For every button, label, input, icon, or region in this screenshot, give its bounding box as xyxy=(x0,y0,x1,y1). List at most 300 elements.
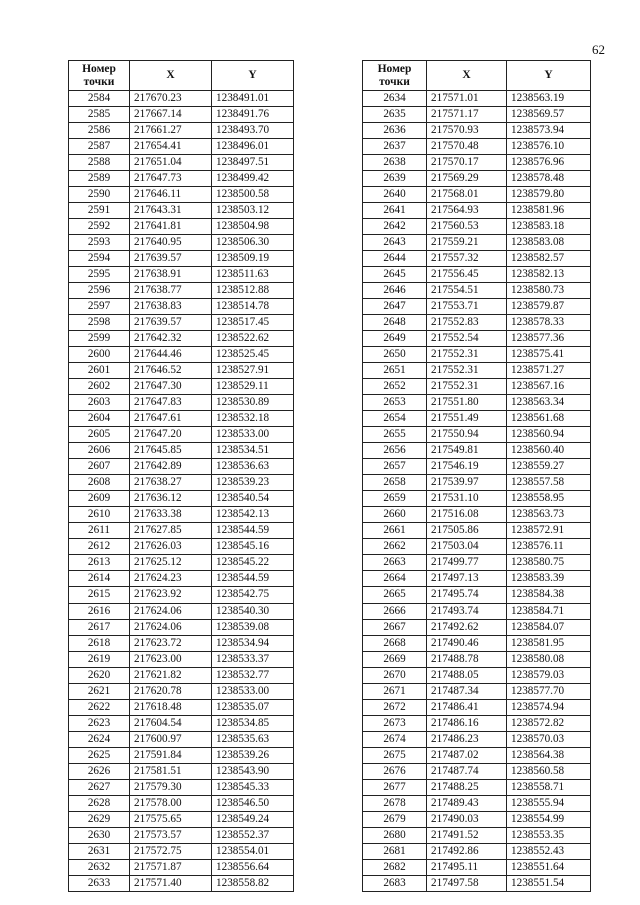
y-coordinate-cell: 1238579.80 xyxy=(507,187,591,203)
x-coordinate-cell: 217623.00 xyxy=(130,651,212,667)
x-coordinate-cell: 217488.05 xyxy=(427,667,507,683)
point-number-cell: 2655 xyxy=(363,427,427,443)
y-coordinate-cell: 1238500.58 xyxy=(212,187,294,203)
x-coordinate-cell: 217497.13 xyxy=(427,571,507,587)
table-row xyxy=(363,731,591,747)
x-coordinate-cell: 217642.32 xyxy=(130,331,212,347)
x-coordinate-cell: 217495.11 xyxy=(427,859,507,875)
header-point-number: Номер точки xyxy=(363,61,427,91)
table-row xyxy=(363,155,591,171)
y-coordinate-cell: 1238556.64 xyxy=(212,859,294,875)
point-number-cell: 2594 xyxy=(69,251,130,267)
y-coordinate-cell: 1238572.91 xyxy=(507,523,591,539)
x-coordinate-cell: 217578.00 xyxy=(130,795,212,811)
point-number-cell: 2621 xyxy=(69,683,130,699)
point-number-cell: 2683 xyxy=(363,875,427,891)
table-row xyxy=(69,363,294,379)
y-coordinate-cell: 1238532.18 xyxy=(212,411,294,427)
x-coordinate-cell: 217621.82 xyxy=(130,667,212,683)
table-row xyxy=(69,235,294,251)
point-number-cell: 2680 xyxy=(363,827,427,843)
y-coordinate-cell: 1238560.40 xyxy=(507,443,591,459)
x-coordinate-cell: 217554.51 xyxy=(427,283,507,299)
table-row xyxy=(363,235,591,251)
table-row xyxy=(69,651,294,667)
y-coordinate-cell: 1238534.51 xyxy=(212,443,294,459)
x-coordinate-cell: 217639.57 xyxy=(130,315,212,331)
point-number-cell: 2647 xyxy=(363,299,427,315)
x-coordinate-cell: 217486.16 xyxy=(427,715,507,731)
y-coordinate-cell: 1238583.39 xyxy=(507,571,591,587)
point-number-cell: 2635 xyxy=(363,107,427,123)
y-coordinate-cell: 1238564.38 xyxy=(507,747,591,763)
point-number-cell: 2670 xyxy=(363,667,427,683)
point-number-cell: 2643 xyxy=(363,235,427,251)
point-number-cell: 2646 xyxy=(363,283,427,299)
coordinates-table-left xyxy=(68,60,294,892)
table-row xyxy=(363,379,591,395)
header-point-number: Номер точки xyxy=(69,61,130,91)
y-coordinate-cell: 1238554.01 xyxy=(212,843,294,859)
x-coordinate-cell: 217492.86 xyxy=(427,843,507,859)
y-coordinate-cell: 1238539.23 xyxy=(212,475,294,491)
y-coordinate-cell: 1238584.07 xyxy=(507,619,591,635)
y-coordinate-cell: 1238573.94 xyxy=(507,123,591,139)
table-row xyxy=(69,683,294,699)
table-row xyxy=(69,763,294,779)
point-number-cell: 2652 xyxy=(363,379,427,395)
y-coordinate-cell: 1238499.42 xyxy=(212,171,294,187)
table-row xyxy=(69,507,294,523)
point-number-cell: 2663 xyxy=(363,555,427,571)
x-coordinate-cell: 217550.94 xyxy=(427,427,507,443)
y-coordinate-cell: 1238560.94 xyxy=(507,427,591,443)
y-coordinate-cell: 1238511.63 xyxy=(212,267,294,283)
point-number-cell: 2662 xyxy=(363,539,427,555)
point-number-cell: 2602 xyxy=(69,379,130,395)
x-coordinate-cell: 217639.57 xyxy=(130,251,212,267)
point-number-cell: 2660 xyxy=(363,507,427,523)
x-coordinate-cell: 217643.31 xyxy=(130,203,212,219)
y-coordinate-cell: 1238496.01 xyxy=(212,139,294,155)
table-row xyxy=(69,539,294,555)
x-coordinate-cell: 217568.01 xyxy=(427,187,507,203)
table-row xyxy=(69,123,294,139)
table-row xyxy=(363,411,591,427)
point-number-cell: 2622 xyxy=(69,699,130,715)
table-row xyxy=(69,139,294,155)
y-coordinate-cell: 1238546.50 xyxy=(212,795,294,811)
y-coordinate-cell: 1238544.59 xyxy=(212,571,294,587)
x-coordinate-cell: 217552.31 xyxy=(427,363,507,379)
point-number-cell: 2681 xyxy=(363,843,427,859)
y-coordinate-cell: 1238584.71 xyxy=(507,603,591,619)
table-row xyxy=(363,651,591,667)
x-coordinate-cell: 217491.52 xyxy=(427,827,507,843)
table-row xyxy=(69,203,294,219)
y-coordinate-cell: 1238576.96 xyxy=(507,155,591,171)
y-coordinate-cell: 1238578.48 xyxy=(507,171,591,187)
header-x: X xyxy=(427,61,507,91)
table-row xyxy=(363,459,591,475)
x-coordinate-cell: 217623.72 xyxy=(130,635,212,651)
point-number-cell: 2654 xyxy=(363,411,427,427)
y-coordinate-cell: 1238540.54 xyxy=(212,491,294,507)
point-number-cell: 2592 xyxy=(69,219,130,235)
y-coordinate-cell: 1238491.01 xyxy=(212,91,294,107)
x-coordinate-cell: 217571.87 xyxy=(130,859,212,875)
point-number-cell: 2605 xyxy=(69,427,130,443)
y-coordinate-cell: 1238535.63 xyxy=(212,731,294,747)
table-row xyxy=(69,475,294,491)
x-coordinate-cell: 217626.03 xyxy=(130,539,212,555)
point-number-cell: 2586 xyxy=(69,123,130,139)
y-coordinate-cell: 1238579.87 xyxy=(507,299,591,315)
table-row xyxy=(69,491,294,507)
point-number-cell: 2665 xyxy=(363,587,427,603)
point-number-cell: 2625 xyxy=(69,747,130,763)
point-number-cell: 2624 xyxy=(69,731,130,747)
x-coordinate-cell: 217642.89 xyxy=(130,459,212,475)
table-row xyxy=(363,507,591,523)
y-coordinate-cell: 1238539.08 xyxy=(212,619,294,635)
x-coordinate-cell: 217552.83 xyxy=(427,315,507,331)
x-coordinate-cell: 217487.34 xyxy=(427,683,507,699)
y-coordinate-cell: 1238569.57 xyxy=(507,107,591,123)
x-coordinate-cell: 217661.27 xyxy=(130,123,212,139)
x-coordinate-cell: 217624.06 xyxy=(130,603,212,619)
table-row xyxy=(69,459,294,475)
x-coordinate-cell: 217493.74 xyxy=(427,603,507,619)
x-coordinate-cell: 217625.12 xyxy=(130,555,212,571)
table-row xyxy=(363,875,591,891)
table-row xyxy=(363,747,591,763)
point-number-cell: 2675 xyxy=(363,747,427,763)
y-coordinate-cell: 1238533.00 xyxy=(212,427,294,443)
point-number-cell: 2600 xyxy=(69,347,130,363)
table-row xyxy=(363,587,591,603)
table-row xyxy=(363,811,591,827)
table-row xyxy=(69,347,294,363)
y-coordinate-cell: 1238581.96 xyxy=(507,203,591,219)
y-coordinate-cell: 1238563.73 xyxy=(507,507,591,523)
point-number-cell: 2656 xyxy=(363,443,427,459)
point-number-cell: 2667 xyxy=(363,619,427,635)
table-row xyxy=(69,411,294,427)
x-coordinate-cell: 217591.84 xyxy=(130,747,212,763)
point-number-cell: 2636 xyxy=(363,123,427,139)
x-coordinate-cell: 217570.48 xyxy=(427,139,507,155)
table-row xyxy=(363,779,591,795)
y-coordinate-cell: 1238552.37 xyxy=(212,827,294,843)
x-coordinate-cell: 217489.43 xyxy=(427,795,507,811)
point-number-cell: 2610 xyxy=(69,507,130,523)
y-coordinate-cell: 1238522.62 xyxy=(212,331,294,347)
table-row xyxy=(363,139,591,155)
y-coordinate-cell: 1238584.38 xyxy=(507,587,591,603)
point-number-cell: 2637 xyxy=(363,139,427,155)
table-row xyxy=(69,427,294,443)
point-number-cell: 2638 xyxy=(363,155,427,171)
y-coordinate-cell: 1238553.35 xyxy=(507,827,591,843)
point-number-cell: 2609 xyxy=(69,491,130,507)
point-number-cell: 2679 xyxy=(363,811,427,827)
y-coordinate-cell: 1238576.10 xyxy=(507,139,591,155)
x-coordinate-cell: 217539.97 xyxy=(427,475,507,491)
table-row xyxy=(363,171,591,187)
point-number-cell: 2632 xyxy=(69,859,130,875)
x-coordinate-cell: 217644.46 xyxy=(130,347,212,363)
x-coordinate-cell: 217564.93 xyxy=(427,203,507,219)
x-coordinate-cell: 217638.27 xyxy=(130,475,212,491)
point-number-cell: 2589 xyxy=(69,171,130,187)
y-coordinate-cell: 1238555.94 xyxy=(507,795,591,811)
table-row xyxy=(69,251,294,267)
x-coordinate-cell: 217488.78 xyxy=(427,651,507,667)
y-coordinate-cell: 1238534.94 xyxy=(212,635,294,651)
y-coordinate-cell: 1238545.16 xyxy=(212,539,294,555)
point-number-cell: 2607 xyxy=(69,459,130,475)
x-coordinate-cell: 217549.81 xyxy=(427,443,507,459)
y-coordinate-cell: 1238577.36 xyxy=(507,331,591,347)
y-coordinate-cell: 1238530.89 xyxy=(212,395,294,411)
table-row xyxy=(69,187,294,203)
y-coordinate-cell: 1238575.41 xyxy=(507,347,591,363)
x-coordinate-cell: 217551.49 xyxy=(427,411,507,427)
table-row xyxy=(363,859,591,875)
point-number-cell: 2659 xyxy=(363,491,427,507)
y-coordinate-cell: 1238525.45 xyxy=(212,347,294,363)
table-row xyxy=(69,155,294,171)
x-coordinate-cell: 217573.57 xyxy=(130,827,212,843)
table-row xyxy=(69,299,294,315)
point-number-cell: 2585 xyxy=(69,107,130,123)
x-coordinate-cell: 217636.12 xyxy=(130,491,212,507)
y-coordinate-cell: 1238554.99 xyxy=(507,811,591,827)
point-number-cell: 2650 xyxy=(363,347,427,363)
point-number-cell: 2612 xyxy=(69,539,130,555)
table-row xyxy=(69,555,294,571)
point-number-cell: 2666 xyxy=(363,603,427,619)
x-coordinate-cell: 217492.62 xyxy=(427,619,507,635)
table-row xyxy=(69,443,294,459)
table-row xyxy=(69,603,294,619)
point-number-cell: 2669 xyxy=(363,651,427,667)
table-row xyxy=(69,571,294,587)
x-coordinate-cell: 217581.51 xyxy=(130,763,212,779)
y-coordinate-cell: 1238493.70 xyxy=(212,123,294,139)
table-row xyxy=(363,539,591,555)
x-coordinate-cell: 217640.95 xyxy=(130,235,212,251)
point-number-cell: 2634 xyxy=(363,91,427,107)
table-row xyxy=(69,523,294,539)
x-coordinate-cell: 217651.04 xyxy=(130,155,212,171)
x-coordinate-cell: 217575.65 xyxy=(130,811,212,827)
point-number-cell: 2619 xyxy=(69,651,130,667)
point-number-cell: 2641 xyxy=(363,203,427,219)
table-row xyxy=(69,795,294,811)
x-coordinate-cell: 217486.23 xyxy=(427,731,507,747)
point-number-cell: 2629 xyxy=(69,811,130,827)
y-coordinate-cell: 1238497.51 xyxy=(212,155,294,171)
y-coordinate-cell: 1238549.24 xyxy=(212,811,294,827)
table-row xyxy=(363,123,591,139)
x-coordinate-cell: 217618.48 xyxy=(130,699,212,715)
y-coordinate-cell: 1238580.73 xyxy=(507,283,591,299)
point-number-cell: 2604 xyxy=(69,411,130,427)
table-row xyxy=(363,427,591,443)
x-coordinate-cell: 217638.77 xyxy=(130,283,212,299)
point-number-cell: 2658 xyxy=(363,475,427,491)
table-row xyxy=(69,635,294,651)
table-row xyxy=(363,523,591,539)
point-number-cell: 2623 xyxy=(69,715,130,731)
y-coordinate-cell: 1238558.82 xyxy=(212,875,294,891)
point-number-cell: 2677 xyxy=(363,779,427,795)
x-coordinate-cell: 217624.06 xyxy=(130,619,212,635)
table-row xyxy=(69,827,294,843)
x-coordinate-cell: 217570.17 xyxy=(427,155,507,171)
x-coordinate-cell: 217499.77 xyxy=(427,555,507,571)
table-row xyxy=(69,267,294,283)
x-coordinate-cell: 217633.38 xyxy=(130,507,212,523)
y-coordinate-cell: 1238561.68 xyxy=(507,411,591,427)
y-coordinate-cell: 1238551.54 xyxy=(507,875,591,891)
x-coordinate-cell: 217488.25 xyxy=(427,779,507,795)
x-coordinate-cell: 217516.08 xyxy=(427,507,507,523)
y-coordinate-cell: 1238540.30 xyxy=(212,603,294,619)
point-number-cell: 2653 xyxy=(363,395,427,411)
point-number-cell: 2595 xyxy=(69,267,130,283)
y-coordinate-cell: 1238533.37 xyxy=(212,651,294,667)
table-row xyxy=(363,315,591,331)
y-coordinate-cell: 1238545.33 xyxy=(212,779,294,795)
x-coordinate-cell: 217486.41 xyxy=(427,699,507,715)
x-coordinate-cell: 217495.74 xyxy=(427,587,507,603)
y-coordinate-cell: 1238536.63 xyxy=(212,459,294,475)
point-number-cell: 2618 xyxy=(69,635,130,651)
table-row xyxy=(363,763,591,779)
x-coordinate-cell: 217623.92 xyxy=(130,587,212,603)
point-number-cell: 2590 xyxy=(69,187,130,203)
point-number-cell: 2648 xyxy=(363,315,427,331)
y-coordinate-cell: 1238558.95 xyxy=(507,491,591,507)
table-row xyxy=(363,203,591,219)
table-header-row xyxy=(69,61,294,91)
x-coordinate-cell: 217667.14 xyxy=(130,107,212,123)
table-row xyxy=(363,475,591,491)
page-number: 62 xyxy=(592,42,605,57)
table-row xyxy=(363,187,591,203)
table-row xyxy=(69,171,294,187)
table-row xyxy=(363,843,591,859)
y-coordinate-cell: 1238532.77 xyxy=(212,667,294,683)
x-coordinate-cell: 217559.21 xyxy=(427,235,507,251)
point-number-cell: 2587 xyxy=(69,139,130,155)
table-row xyxy=(363,251,591,267)
x-coordinate-cell: 217645.85 xyxy=(130,443,212,459)
table-row xyxy=(69,779,294,795)
y-coordinate-cell: 1238557.58 xyxy=(507,475,591,491)
point-number-cell: 2613 xyxy=(69,555,130,571)
y-coordinate-cell: 1238572.82 xyxy=(507,715,591,731)
y-coordinate-cell: 1238560.58 xyxy=(507,763,591,779)
point-number-cell: 2626 xyxy=(69,763,130,779)
x-coordinate-cell: 217560.53 xyxy=(427,219,507,235)
point-number-cell: 2606 xyxy=(69,443,130,459)
point-number-cell: 2615 xyxy=(69,587,130,603)
table-row xyxy=(363,603,591,619)
point-number-cell: 2614 xyxy=(69,571,130,587)
y-coordinate-cell: 1238583.08 xyxy=(507,235,591,251)
table-row xyxy=(69,219,294,235)
table-row xyxy=(363,443,591,459)
point-number-cell: 2673 xyxy=(363,715,427,731)
y-coordinate-cell: 1238570.03 xyxy=(507,731,591,747)
point-number-cell: 2611 xyxy=(69,523,130,539)
point-number-cell: 2599 xyxy=(69,331,130,347)
table-row xyxy=(363,699,591,715)
point-number-cell: 2591 xyxy=(69,203,130,219)
point-number-cell: 2645 xyxy=(363,267,427,283)
table-row xyxy=(363,331,591,347)
table-row xyxy=(69,667,294,683)
point-number-cell: 2597 xyxy=(69,299,130,315)
point-number-cell: 2617 xyxy=(69,619,130,635)
x-coordinate-cell: 217497.58 xyxy=(427,875,507,891)
point-number-cell: 2630 xyxy=(69,827,130,843)
header-x: X xyxy=(130,61,212,91)
y-coordinate-cell: 1238563.19 xyxy=(507,91,591,107)
table-row xyxy=(363,267,591,283)
x-coordinate-cell: 217487.02 xyxy=(427,747,507,763)
y-coordinate-cell: 1238582.13 xyxy=(507,267,591,283)
table-row xyxy=(69,699,294,715)
table-row xyxy=(69,875,294,891)
x-coordinate-cell: 217654.41 xyxy=(130,139,212,155)
table-row xyxy=(69,619,294,635)
table-row xyxy=(69,747,294,763)
table-row xyxy=(69,315,294,331)
y-coordinate-cell: 1238529.11 xyxy=(212,379,294,395)
point-number-cell: 2657 xyxy=(363,459,427,475)
y-coordinate-cell: 1238506.30 xyxy=(212,235,294,251)
header-y: Y xyxy=(507,61,591,91)
table-row xyxy=(69,379,294,395)
x-coordinate-cell: 217552.54 xyxy=(427,331,507,347)
point-number-cell: 2664 xyxy=(363,571,427,587)
y-coordinate-cell: 1238579.03 xyxy=(507,667,591,683)
point-number-cell: 2584 xyxy=(69,91,130,107)
point-number-cell: 2601 xyxy=(69,363,130,379)
y-coordinate-cell: 1238576.11 xyxy=(507,539,591,555)
y-coordinate-cell: 1238535.07 xyxy=(212,699,294,715)
x-coordinate-cell: 217670.23 xyxy=(130,91,212,107)
x-coordinate-cell: 217490.46 xyxy=(427,635,507,651)
y-coordinate-cell: 1238551.64 xyxy=(507,859,591,875)
table-row xyxy=(69,107,294,123)
table-row xyxy=(69,715,294,731)
point-number-cell: 2588 xyxy=(69,155,130,171)
coordinates-table-right xyxy=(362,60,591,892)
x-coordinate-cell: 217546.19 xyxy=(427,459,507,475)
x-coordinate-cell: 217647.30 xyxy=(130,379,212,395)
x-coordinate-cell: 217571.01 xyxy=(427,91,507,107)
y-coordinate-cell: 1238545.22 xyxy=(212,555,294,571)
table-header-row xyxy=(363,61,591,91)
table-row xyxy=(363,363,591,379)
y-coordinate-cell: 1238571.27 xyxy=(507,363,591,379)
